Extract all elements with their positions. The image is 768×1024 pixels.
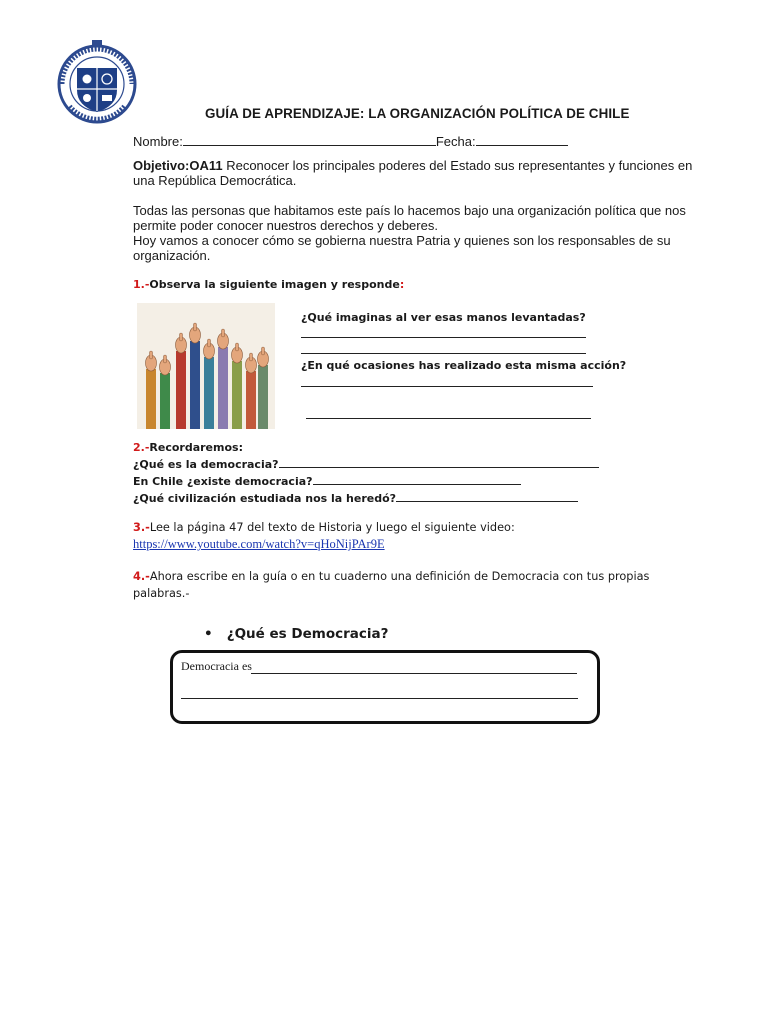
answer-line[interactable]: [251, 673, 577, 674]
sleeve: [190, 341, 200, 429]
intro-line: Hoy vamos a conocer cómo se gobierna nuestra Patria y quienes son los responsables de su: [133, 233, 671, 248]
section-4-instruction: Ahora escribe en la guía o en tu cuaderno una definición de Democracia con tus propias: [149, 570, 650, 583]
answer-line[interactable]: [279, 456, 599, 468]
answer-line[interactable]: [306, 418, 591, 419]
page-title: GUÍA DE APRENDIZAJE: LA ORGANIZACIÓN POLÍTICA DE CHILE: [205, 106, 630, 121]
intro-line: permite poder conocer nuestros derechos y deberes.: [133, 218, 438, 233]
finger: [250, 353, 253, 361]
name-label: Nombre:: [133, 134, 183, 149]
answer-line[interactable]: [181, 698, 578, 699]
sleeve: [176, 351, 186, 429]
objective-code: OA11: [189, 158, 223, 173]
question-civilization: ¿Qué civilización estudiada nos la heredó?: [133, 492, 397, 505]
sleeve: [146, 369, 156, 429]
answer-line[interactable]: [313, 473, 521, 485]
section-3-instruction: Lee la página 47 del texto de Historia y luego el siguiente video:: [149, 521, 515, 534]
question-democracy: ¿Qué es la democracia?: [133, 458, 279, 471]
answer-line[interactable]: [396, 490, 578, 502]
answer-line[interactable]: [301, 386, 593, 387]
section-number: 4.-: [133, 570, 150, 583]
section-3-text: [133, 519, 515, 536]
intro-line: organización.: [133, 248, 211, 263]
objective-text: Reconocer los principales poderes del Estado sus representantes y funciones en: [222, 158, 693, 173]
section-number: 2.-: [133, 441, 150, 454]
school-logo: [56, 38, 138, 128]
bullet-question: [204, 626, 388, 642]
date-field[interactable]: [476, 134, 568, 146]
sleeve: [218, 347, 228, 429]
section-1-heading: [133, 277, 404, 293]
finger: [222, 329, 225, 337]
intro-line: Todas las personas que habitamos este país lo hacemos bajo una organización política que nos: [133, 203, 686, 218]
answer-line[interactable]: [301, 353, 586, 354]
sleeve: [160, 373, 170, 429]
answer-line[interactable]: [301, 337, 586, 338]
bullet-question-text: ¿Qué es Democracia?: [226, 626, 389, 642]
finger: [262, 347, 265, 355]
finger: [150, 351, 153, 359]
section-4-instruction-2: palabras.-: [133, 587, 190, 600]
date-label: Fecha:: [435, 134, 476, 149]
finger: [180, 333, 183, 341]
question-hands: ¿Qué imaginas al ver esas manos levantadas?: [301, 311, 586, 324]
objective-label: Objetivo:: [133, 158, 190, 173]
finger: [194, 323, 197, 331]
sleeve: [232, 361, 242, 429]
intro-paragraph: [133, 203, 686, 263]
section-number: 1.-: [133, 278, 150, 291]
objective-text-2: una República Democrática.: [133, 173, 297, 188]
colon: :: [399, 278, 405, 291]
question-chile-democracy: En Chile ¿existe democracia?: [133, 475, 313, 488]
section-2: [133, 440, 599, 507]
objective: [133, 158, 693, 188]
sleeve: [246, 371, 256, 429]
sleeve: [204, 357, 214, 429]
video-link[interactable]: https://www.youtube.com/watch?v=qHoNijPAr9E: [133, 537, 385, 551]
answer-prefix: Democracia es: [181, 659, 252, 673]
finger: [164, 355, 167, 363]
answer-prefix-row: [181, 659, 252, 674]
section-2-title: Recordaremos:: [149, 441, 243, 454]
name-field[interactable]: [183, 134, 436, 146]
question-occasions: ¿En qué ocasiones has realizado esta misma acción?: [301, 359, 627, 372]
sleeve: [258, 365, 268, 429]
section-1-instruction: Observa la siguiente imagen y responde: [149, 278, 400, 291]
raised-hands-image: [137, 303, 275, 429]
name-date-row: [133, 134, 568, 149]
finger: [236, 343, 239, 351]
bullet-icon: •: [204, 626, 213, 642]
finger: [208, 339, 211, 347]
section-4-text: [133, 568, 649, 602]
section-number: 3.-: [133, 521, 150, 534]
